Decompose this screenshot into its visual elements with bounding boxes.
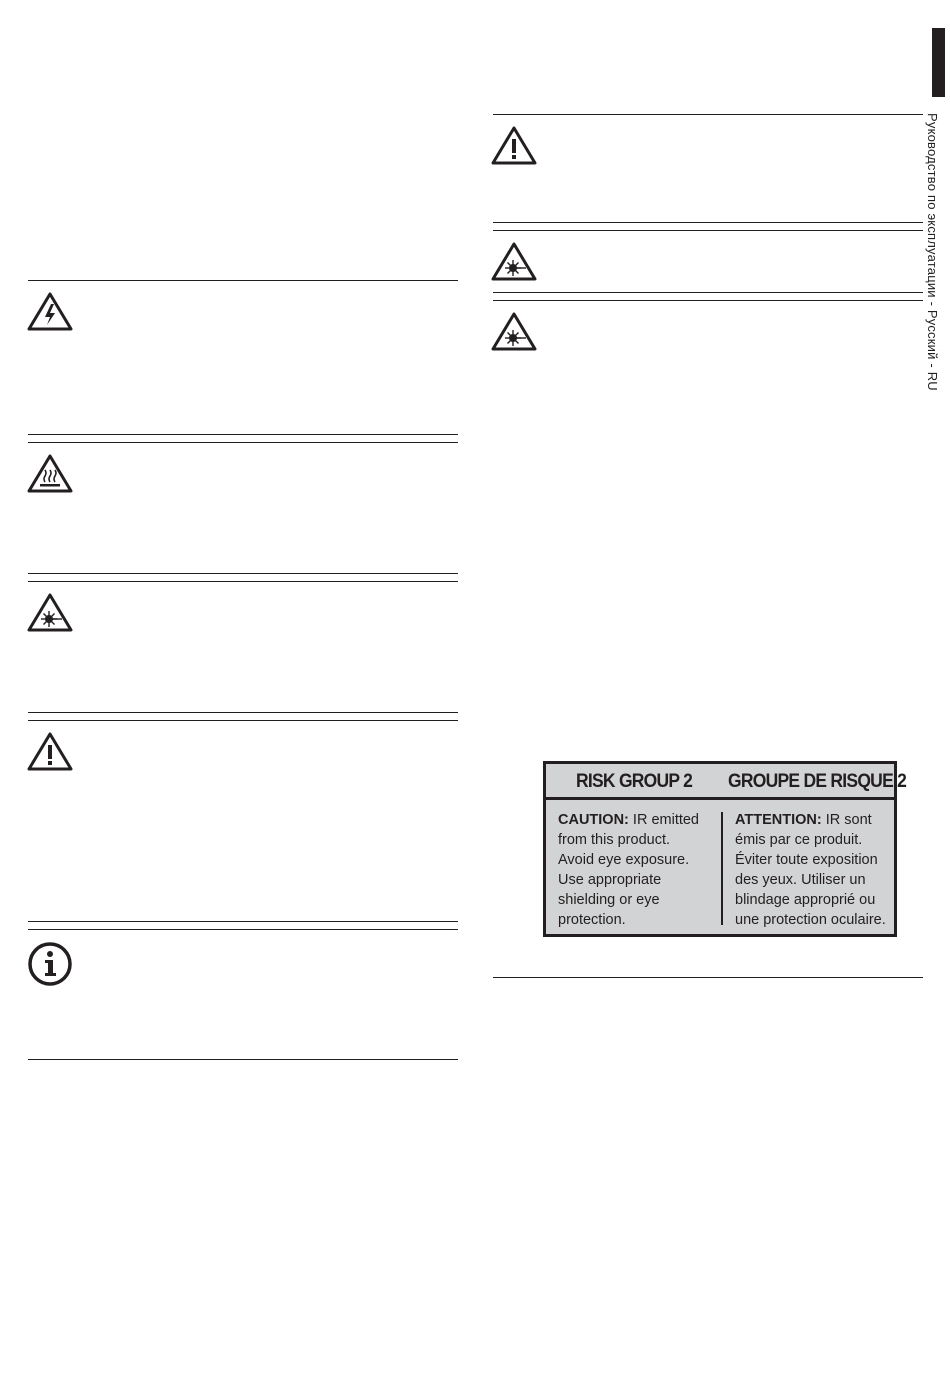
side-tab-label: Руководство по эксплуатации - Русский - RU — [925, 113, 940, 391]
section-divider — [28, 581, 458, 582]
risk-group-label-header — [546, 764, 907, 800]
section-divider — [493, 222, 923, 223]
general-warning-icon — [27, 731, 73, 771]
section-divider — [493, 300, 923, 301]
section-divider — [28, 1059, 458, 1060]
section-divider — [28, 720, 458, 721]
risk-label-column-divider — [721, 812, 723, 925]
electric-shock-warning-icon — [27, 291, 73, 331]
caution-line-fr: des yeux. Utiliser un — [735, 872, 866, 888]
section-divider — [493, 977, 923, 978]
caution-text-en — [558, 810, 699, 930]
caution-word-fr: ATTENTION: — [735, 812, 822, 828]
section-divider — [28, 442, 458, 443]
caution-line-en: protection. — [558, 912, 626, 928]
section-divider — [493, 230, 923, 231]
caution-line-fr: émis par ce produit. — [735, 832, 863, 848]
laser-radiation-warning-icon — [27, 592, 73, 632]
section-divider — [28, 929, 458, 930]
risk-group-label-panel — [546, 764, 907, 934]
section-divider — [28, 573, 458, 574]
caution-word-en: CAUTION: — [558, 812, 629, 828]
caution-line-fr: IR sont — [825, 812, 872, 828]
section-divider — [493, 292, 923, 293]
caution-line-en: from this product. — [558, 832, 671, 848]
information-icon — [27, 941, 73, 987]
caution-line-en: shielding or eye — [558, 892, 660, 908]
laser-radiation-warning-icon — [491, 311, 537, 351]
risk-group-heading-en: RISK GROUP 2 — [576, 771, 693, 792]
general-warning-icon — [491, 125, 537, 165]
risk-group-heading-fr: GROUPE DE RISQUE 2 — [728, 771, 907, 792]
section-divider — [28, 280, 458, 281]
caution-line-fr: blindage approprié ou — [735, 892, 876, 908]
caution-line-fr: une protection oculaire. — [735, 912, 886, 928]
caution-line-en: Avoid eye exposure. — [558, 852, 690, 868]
caution-line-en: Use appropriate — [558, 872, 662, 888]
hot-surface-warning-icon — [27, 453, 73, 493]
section-divider — [28, 921, 458, 922]
caution-text-fr — [735, 810, 886, 930]
risk-group-label — [543, 761, 907, 937]
caution-line-fr: Éviter toute exposition — [735, 852, 878, 868]
section-divider — [28, 434, 458, 435]
section-divider — [28, 712, 458, 713]
language-tab-marker — [932, 28, 945, 97]
section-divider — [493, 114, 923, 115]
caution-line-en: IR emitted — [632, 812, 700, 828]
laser-radiation-warning-icon — [491, 241, 537, 281]
